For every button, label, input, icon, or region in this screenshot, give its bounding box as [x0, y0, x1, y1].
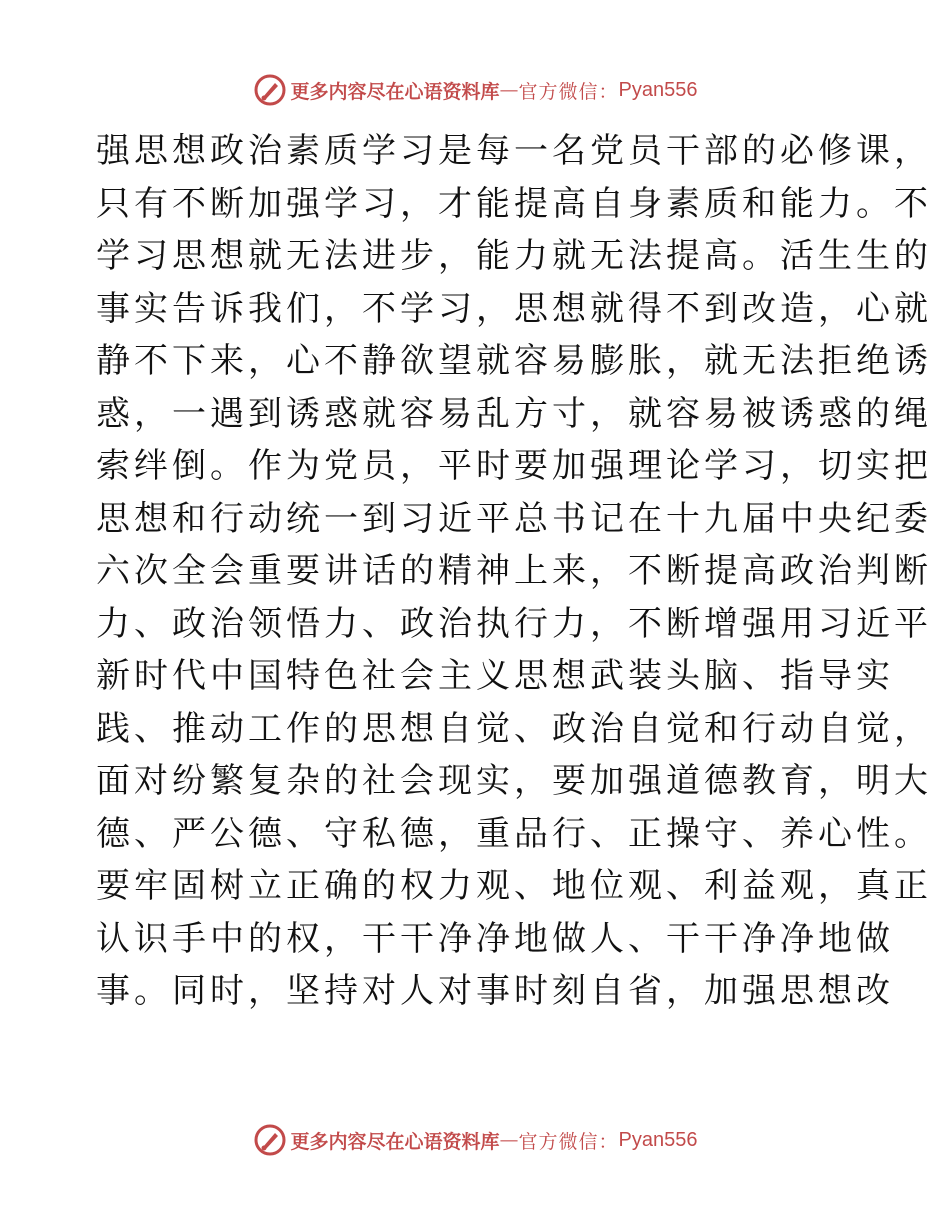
watermark-dash: — [499, 1129, 519, 1151]
watermark-dash: — [499, 79, 519, 101]
text-line: 面对纷繁复杂的社会现实，要加强道德教育，明大 [96, 761, 932, 801]
text-line: 惑，一遇到诱惑就容易乱方寸，就容易被诱惑的绳 [96, 393, 932, 434]
footer-watermark [0, 1120, 950, 1160]
text-line: 德、严公德、守私德，重品行、正操守、养心性。 [96, 813, 932, 854]
watermark-wechat-id: Pyan556 [618, 78, 698, 101]
text-line: 要牢固树立正确的权力观、地位观、利益观，真正 [96, 866, 932, 906]
text-line: 事实告诉我们，不学习，思想就得不到改造，心就 [96, 288, 932, 329]
text-line: 新时代中国特色社会主义思想武装头脑、指导实 [96, 656, 894, 696]
watermark-official-label: 官方微信： [518, 80, 619, 103]
watermark-official-label: 官方微信： [518, 1130, 619, 1153]
text-line: 践、推动工作的思想自觉、政治自觉和行动自觉， [96, 708, 932, 749]
text-line: 只有不断加强学习，才能提高自身素质和能力。不 [96, 183, 932, 224]
text-line: 学习思想就无法进步，能力就无法提高。活生生的 [96, 236, 932, 276]
text-line: 强思想政治素质学习是每一名党员干部的必修课， [96, 131, 932, 171]
logo-icon [253, 73, 287, 107]
text-line: 索绊倒。作为党员，平时要加强理论学习，切实把 [96, 446, 932, 486]
watermark-text: 更多内容尽在心语资料库 [290, 80, 500, 103]
text-line: 认识手中的权，干干净净地做人、干干净净地做 [96, 918, 894, 959]
text-line: 静不下来，心不静欲望就容易膨胀，就无法拒绝诱 [96, 341, 932, 381]
header-watermark [0, 70, 950, 110]
text-line: 力、政治领悟力、政治执行力，不断增强用习近平 [96, 603, 932, 644]
logo-icon [253, 1123, 287, 1157]
body-text [96, 125, 932, 1018]
watermark-text: 更多内容尽在心语资料库 [290, 1130, 500, 1153]
text-line: 事。同时，坚持对人对事时刻自省，加强思想改 [96, 971, 894, 1011]
watermark-wechat-id: Pyan556 [618, 1128, 698, 1151]
text-line: 六次全会重要讲话的精神上来，不断提高政治判断 [96, 551, 932, 591]
text-line: 思想和行动统一到习近平总书记在十九届中央纪委 [96, 498, 932, 539]
